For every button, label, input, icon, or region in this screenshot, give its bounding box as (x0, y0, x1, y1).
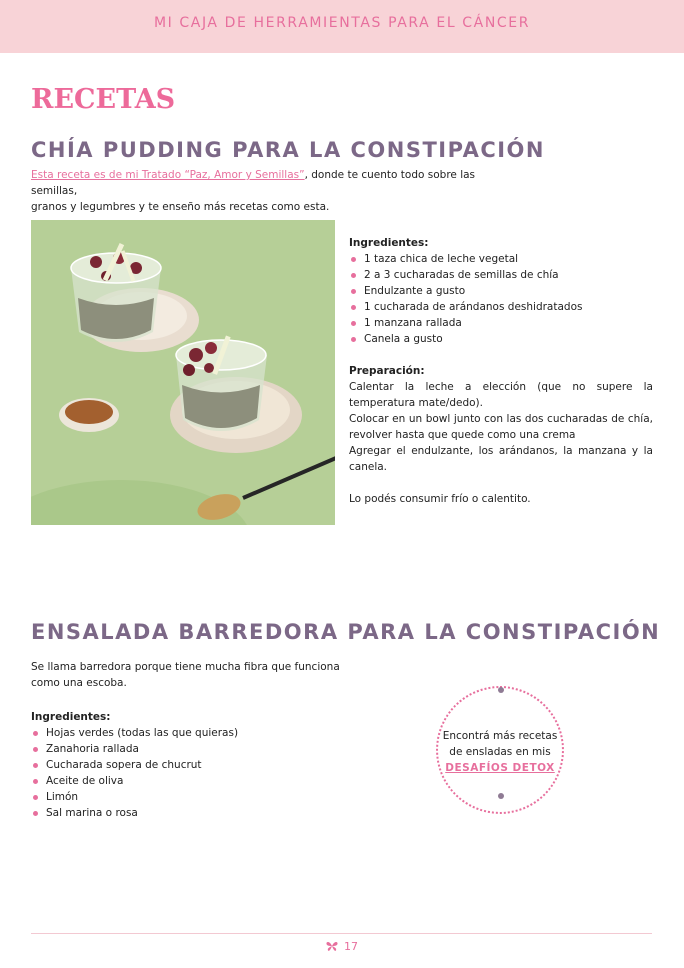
list-item: 1 manzana rallada (349, 315, 653, 331)
footer-divider (31, 933, 652, 934)
promo-circle (436, 686, 564, 814)
header-title: MI CAJA DE HERRAMIENTAS PARA EL CÁNCER (153, 15, 531, 31)
recipe-title: CHÍA PUDDING PARA LA CONSTIPACIÓN (31, 138, 545, 162)
list-item: Endulzante a gusto (349, 283, 653, 299)
list-item: Hojas verdes (todas las que quieras) (31, 725, 361, 741)
chia-pudding-photo (31, 220, 335, 525)
circle-dot-bottom (498, 793, 504, 799)
list-item: Cucharada sopera de chucrut (31, 757, 361, 773)
preparation-step: Agregar el endulzante, los arándanos, la manzana y la canela. (349, 445, 653, 473)
preparation-label: Preparación: (349, 365, 425, 377)
intro-text: , donde te cuento todo sobre las semillas, (31, 169, 476, 197)
intro-text: Se llama barredora porque tiene mucha fibra que funciona (31, 661, 340, 673)
preparation-step: Calentar la leche a elección (que no supere la temperatura mate/dedo). (349, 381, 653, 409)
page-footer (0, 940, 684, 953)
serving-note: Lo podés consumir frío o calentito. (349, 493, 531, 505)
ingredients-list (349, 251, 653, 347)
recipe2-intro (31, 659, 361, 691)
preparation-steps (349, 379, 653, 475)
ingredients-label: Ingredientes: (349, 237, 429, 249)
tratado-link[interactable]: Esta receta es de mi Tratado “Paz, Amor y Semillas” (31, 169, 305, 181)
promo-line: de ensladas en mis (449, 746, 551, 758)
recipe-details (349, 235, 653, 507)
list-item: 1 taza chica de leche vegetal (349, 251, 653, 267)
recipe-intro (31, 167, 511, 215)
promo-line: Encontrá más recetas (442, 730, 558, 742)
list-item: 1 cucharada de arándanos deshidratados (349, 299, 653, 315)
intro-text-line2: granos y legumbres y te enseño más recetas como esta. (31, 201, 330, 213)
promo-text (438, 728, 562, 776)
list-item: Limón (31, 789, 361, 805)
list-item: Aceite de oliva (31, 773, 361, 789)
ingredients-label: Ingredientes: (31, 711, 111, 723)
intro-text-line2: como una escoba. (31, 677, 127, 689)
list-item: Canela a gusto (349, 331, 653, 347)
page-header (0, 0, 684, 53)
list-item: 2 a 3 cucharadas de semillas de chía (349, 267, 653, 283)
preparation-step: Colocar en un bowl junto con las dos cucharadas de chía, revolver hasta que quede como una crema (349, 413, 653, 441)
list-item: Sal marina o rosa (31, 805, 361, 821)
recipe-title-2: ENSALADA BARREDORA PARA LA CONSTIPACIÓN (31, 620, 661, 644)
ingredients-list (31, 725, 361, 821)
page-number: 17 (344, 940, 358, 953)
recipe2-ingredients (31, 709, 361, 821)
circle-dot-top (498, 687, 504, 693)
section-title: RECETAS (31, 84, 176, 115)
desafios-detox-link[interactable]: DESAFÍOS DETOX (445, 762, 555, 774)
butterfly-icon (326, 941, 338, 952)
list-item: Zanahoria rallada (31, 741, 361, 757)
